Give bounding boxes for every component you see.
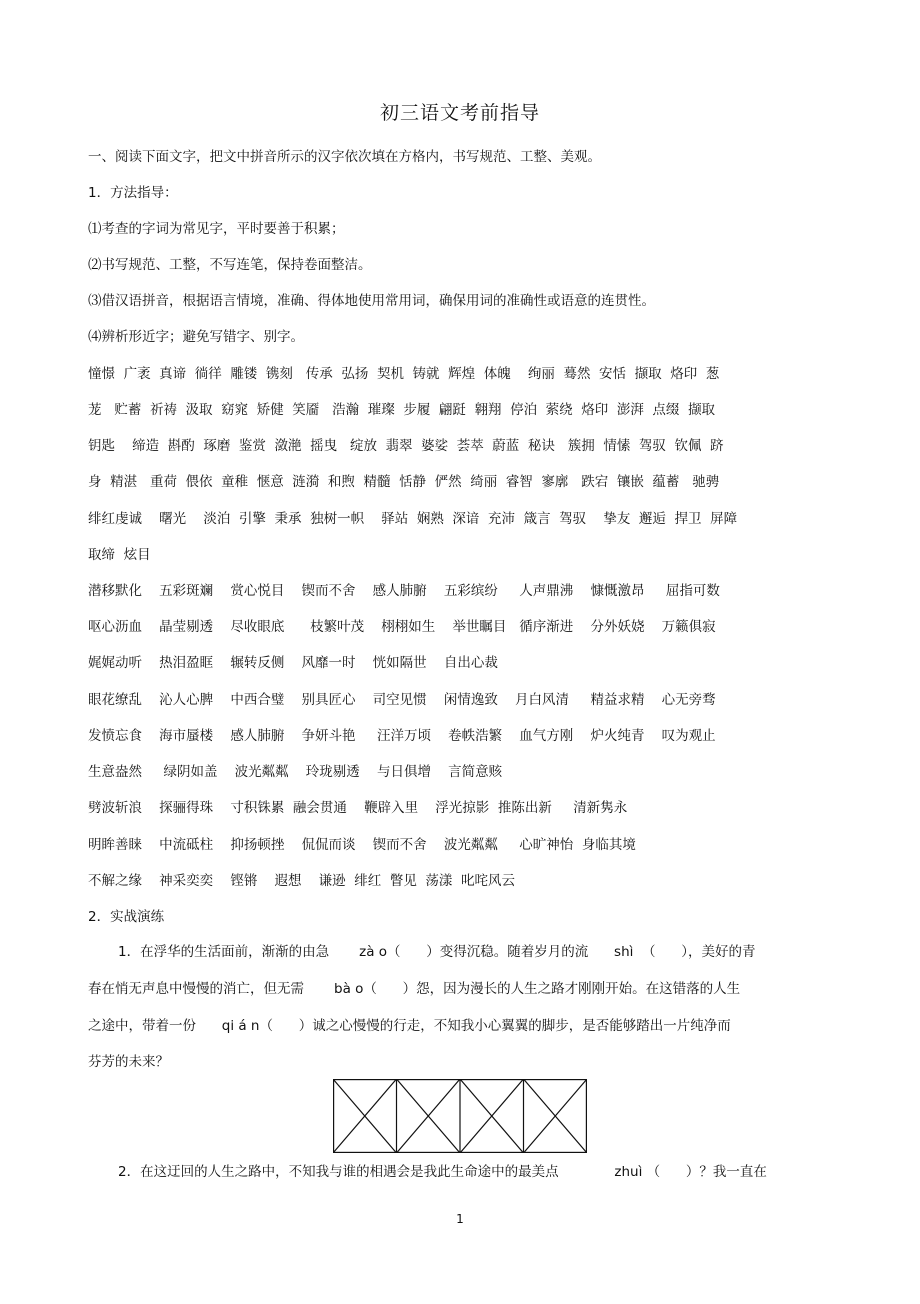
word-line: 潜移默化 五彩斑斓 赏心悦目 锲而不舍 感人肺腑 五彩缤纷 人声鼎沸 慷慨激昂 屈指可数: [88, 583, 720, 599]
word-line: 劈波斩浪 探骊得珠 寸积铢累 融会贯通 鞭辟入里 浮光掠影 推陈出新 清新隽永: [88, 800, 628, 816]
passage-1-line: 春在悄无声息中慢慢的消亡，但无需 bà o（ ）怨，因为漫长的人生之路才刚刚开始。在这错落的人生: [88, 981, 741, 997]
page-title: 初三语文考前指导: [379, 102, 540, 124]
tip-1: ⑴考查的字词为常见字，平时要善于积累；: [88, 221, 345, 237]
word-line: 呕心沥血 晶莹剔透 尽收眼底 枝繁叶茂 栩栩如生 举世瞩目 循序渐进 分外妖娆 万籁俱寂: [88, 619, 716, 635]
word-line: 生意盎然 绿阴如盖 波光粼粼 玲珑剔透 与日俱增 言简意赅: [88, 764, 503, 780]
word-line: 不解之缘 神采奕奕 铿锵 遐想 谦逊 绯红 瞥见 荡漾 叱咤风云: [88, 873, 515, 889]
word-line: 发愤忘食 海市蜃楼 感人肺腑 争妍斗艳 汪洋万顷 卷帙浩繁 血气方刚 炉火纯青 叹为观止: [88, 728, 716, 744]
word-line: 憧憬 广袤 真谛 徜徉 雕镂 镌刻 传承 弘扬 契机 铸就 辉煌 体魄 绚丽 蓦然 安恬 撷取 烙印 葱: [88, 366, 720, 382]
passage-1-line: 之途中，带着一份 qi á n（ ）诚之心慢慢的行走，不知我小心翼翼的脚步，是否能够踏出一片纯净而: [88, 1018, 731, 1034]
word-line: 眼花缭乱 沁人心脾 中西合璧 别具匠心 司空见惯 闲情逸致 月白风清 精益求精 心无旁骛: [88, 692, 716, 708]
passage-1-line: 1．在浮华的生活面前，渐渐的由急 zà o（ ）变得沉稳。随着岁月的流 shì （ ），美好的青: [118, 944, 756, 960]
method-heading: 1．方法指导：: [88, 185, 178, 201]
tip-4: ⑷辨析形近字；避免写错字、别字。: [88, 329, 304, 345]
tip-3: ⑶借汉语拼音，根据语言情境，准确、得体地使用常用词，确保用词的准确性或语意的连贯性。: [88, 293, 655, 309]
page-number: 1: [456, 1212, 464, 1226]
word-line: 茏 贮蓄 祈祷 汲取 窈窕 矫健 笑靥 浩瀚 璀璨 步履 翩跹 翱翔 停泊 萦绕 烙印 澎湃 点缀 撷取: [88, 402, 715, 418]
passage-2-line: 2．在这迂回的人生之路中，不知我与谁的相遇会是我此生命途中的最美点 zhuì （ ）？我一直在: [118, 1164, 767, 1180]
word-line: 明眸善睐 中流砥柱 抑扬顿挫 侃侃而谈 锲而不舍 波光粼粼 心旷神怡 身临其境: [88, 837, 636, 853]
tip-2: ⑵书写规范、工整，不写连笔，保持卷面整洁。: [88, 257, 372, 273]
section-heading: 一、阅读下面文字，把文中拼音所示的汉字依次填在方格内，书写规范、工整、美观。: [88, 149, 601, 165]
word-line: 取缔 炫目: [88, 547, 151, 563]
word-line: 钥匙 缔造 斟酌 琢磨 鉴赏 潋滟 摇曳 绽放 翡翠 婆娑 荟萃 蔚蓝 秘诀 簇拥 情愫 驾驭 钦佩 跻: [88, 438, 724, 454]
word-line: 身 精湛 重荷 偎依 童稚 惬意 涟漪 和煦 精髓 恬静 俨然 绮丽 睿智 寥廓 跌宕 镶嵌 蕴蓄 驰骋: [88, 474, 720, 490]
word-line: 绯红虔诚 曙光 淡泊 引擎 秉承 独树一帜 驿站 娴熟 深谙 充沛 箴言 驾驭 挚友 邂逅 捍卫 屏障: [88, 511, 738, 527]
passage-1-line: 芬芳的未来？: [88, 1054, 169, 1070]
word-line: 娓娓动听 热泪盈眶 辗转反侧 风靡一时 恍如隔世 自出心裁: [88, 655, 498, 671]
writing-grid: [333, 1079, 587, 1153]
practice-heading: 2．实战演练: [88, 909, 165, 925]
